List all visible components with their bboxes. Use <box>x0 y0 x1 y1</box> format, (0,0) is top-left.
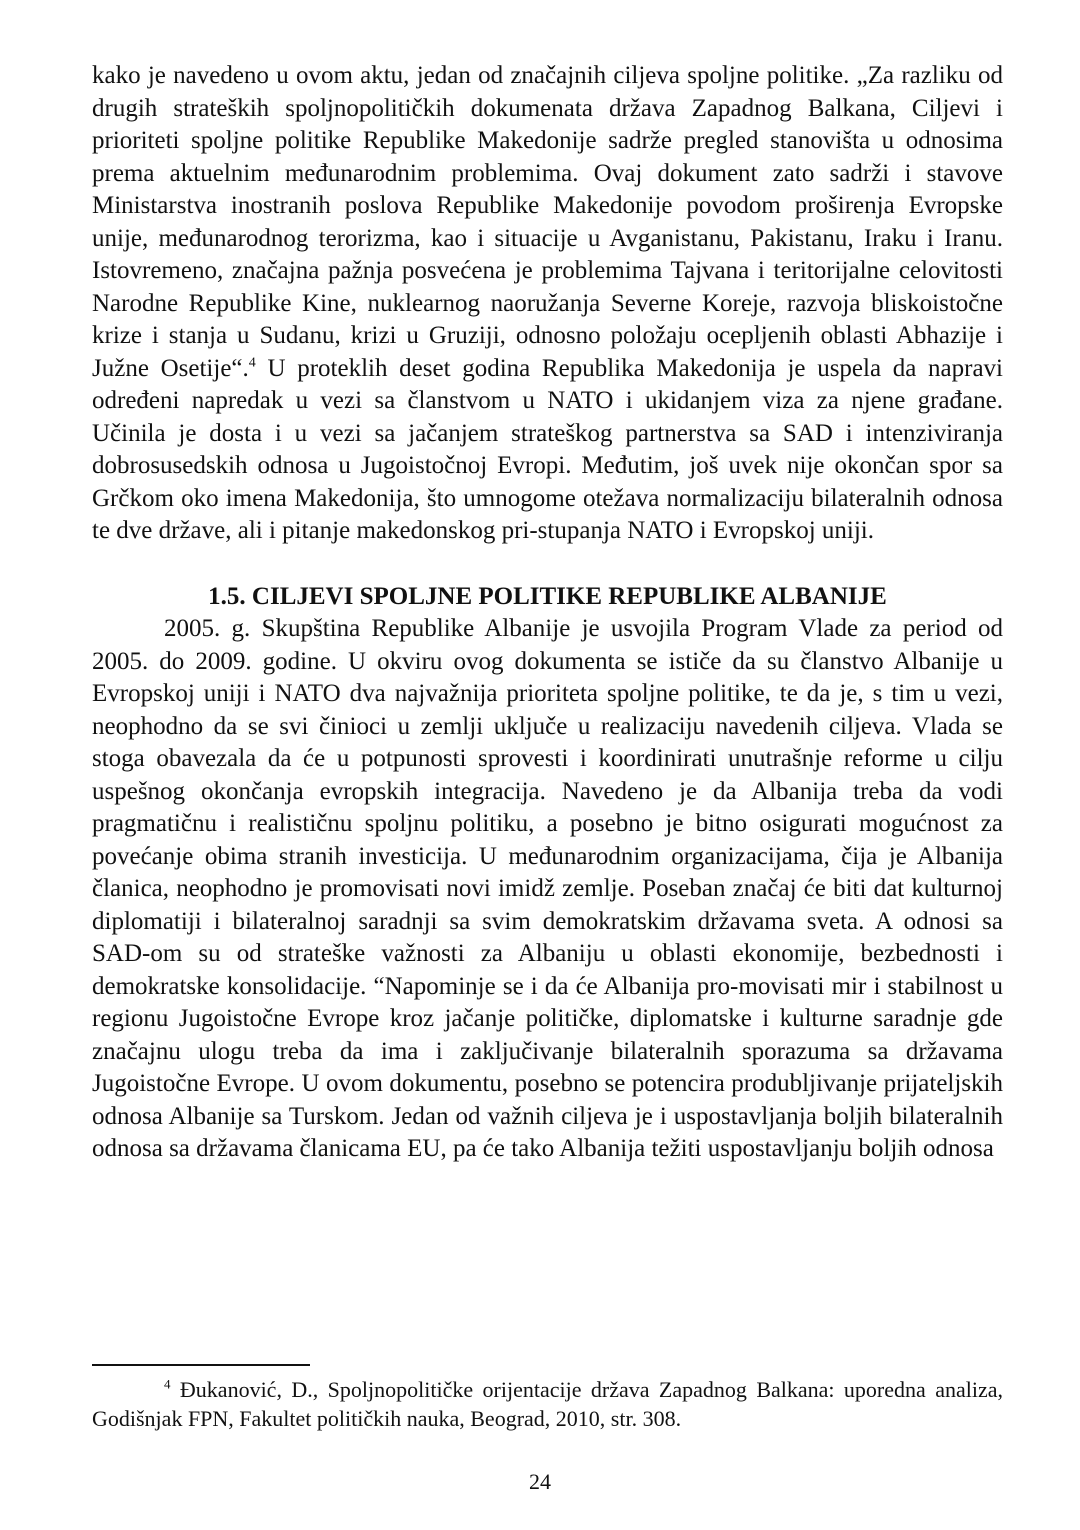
page-body <box>92 60 1003 1166</box>
paragraph-albania: 2005. g. Skupština Republike Albanije je usvojila Program Vlade za period od 2005. do 2009. godine. U okviru ovog dokumenta se ističe da su članstvo Albanije u Evropskoj uniji i NATO dva najvažnija prioriteta spoljne politike, te da je, s tim u vezi, neophodno da se svi činioci u zemlji uključe u realizaciju navedenih ciljeva. Vlada se stoga obavezala da će u potpunosti sprovesti i koordinirati unutrašnje reforme u cilju uspešnog okončanja evropskih integracija. Navedeno je da Albanija treba da vodi pragmatičnu i realističnu spoljnu politiku, a posebno je bitno osigurati mogućnost za povećanje obima stranih investicija. U međunarodnim organizacijama, čija je Albanija članica, neophodno je promovisati novi imidž zemlje. Poseban značaj će biti dat kulturnoj diplomatiji i bilateralnoj saradnji sa svim demokratskim državama sveta. A odnosi sa SAD-om su od strateške važnosti za Albaniju u oblasti ekonomije, bezbednosti i demokratske konsolidacije. “Napominje se i da će Albanija pro-movisati mir i stabilnost u regionu Jugoistočne Evrope kroz jačanje političke, diplomatske i kulturne saradnje gde značajnu ulogu treba da ima i zaključivanje bilateralnih sporazuma sa državama Jugoistočne Evrope. U ovom dokumentu, posebno se potencira produbljivanje prijateljskih odnosa Albanije sa Turskom. Jedan od važnih ciljeva je i uspostavljanja boljih bilateralnih odnosa sa državama članicama EU, pa će tako Albanija težiti uspostavljanju boljih odnosa <box>92 615 1003 1162</box>
paragraph-text-part-1: kako je navedeno u ovom aktu, jedan od značajnih ciljeva spoljne politike. „Za razliku od drugih strateških spoljnopolitičkih dokumenata država Zapadnog Balkana, Ciljevi i prioriteti spoljne politike Republike Makedonije sadrže pregled stanovišta u odnosima prema aktuelnim međunarodnim problemima. Ovaj dokument zato sadrži i stavove Ministarstva inostranih poslova Republike Makedonije povodom proširenja Evropske unije, međunarodnog terorizma, kao i situacije u Avganistanu, Pakistanu, Iraku i Iranu. Istovremeno, značajna pažnja posvećena je problemima Tajvana i teritorijalne celovitosti Narodne Republike Kine, nuklearnog naoružanja Severne Koreje, razvoja bliskoistočne krize i stanja u Sudanu, krizi u Gruziji, odnosno položaju ocepljenih oblasti Abhazije i Južne Osetije“. <box>92 62 1003 382</box>
footnote-reference: 4 <box>248 355 256 371</box>
footnote <box>92 1375 1003 1433</box>
section-heading: 1.5. CILJEVI SPOLJNE POLITIKE REPUBLIKE ALBANIJE <box>208 582 887 610</box>
paragraph-text-part-2: U proteklih deset godina Republika Makedonija je uspela da napravi određeni napredak u vezi sa članstvom u NATO i ukidanjem viza za njene građane. Učinila je dosta i u vezi sa jačanjem strateškog partnerstva sa SAD i intenziviranja dobrosusedskih odnosa u Jugoistočnoj Evropi. Međutim, još uvek nije okončan spor sa Grčkom oko imena Makedonija, što umnogome otežava normalizaciju bilateralnih odnosa te dve države, ali i pitanje makedonskog pri-stupanja NATO i Evropskoj uniji. <box>92 354 1004 544</box>
paragraph-macedonia <box>92 60 1003 548</box>
page-number: 24 <box>529 1469 551 1494</box>
footnote-separator <box>92 1364 310 1366</box>
footnote-marker: 4 <box>164 1376 171 1392</box>
footnote-text: Đukanović, D., Spoljnopolitičke orijentacije država Zapadnog Balkana: uporedna analiza, Godišnjak FPN, Fakultet političkih nauka, Beograd, 2010, str. 308. <box>92 1377 1003 1431</box>
